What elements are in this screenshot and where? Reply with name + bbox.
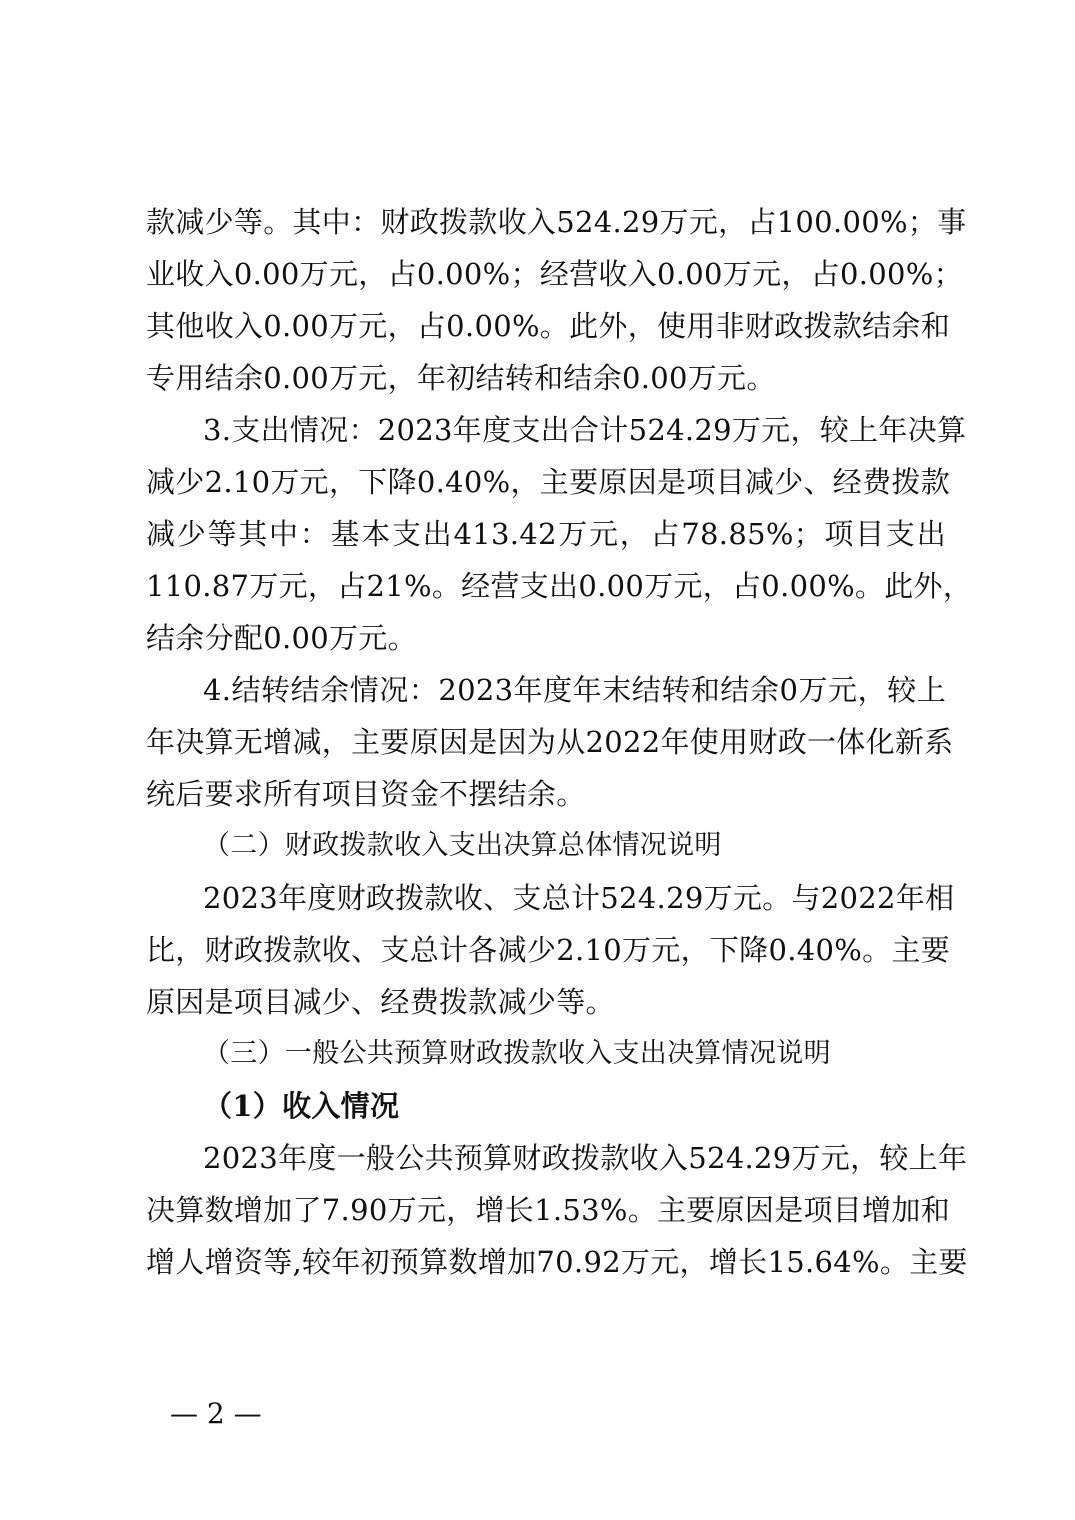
paragraph-line: 业收入0.00万元，占0.00%；经营收入0.00万元，占0.00%； <box>146 257 963 291</box>
paragraph-line: 比，财政拨款收、支总计各减少2.10万元，下降0.40%。主要 <box>146 933 950 967</box>
paragraph-line: 减少等其中：基本支出413.42万元，占78.85%；项目支出 <box>146 517 946 551</box>
section-heading-2: （二）财政拨款收入支出决算总体情况说明 <box>203 830 722 861</box>
paragraph-line: 决算数增加了7.90万元，增长1.53%。主要原因是项目增加和 <box>146 1193 950 1227</box>
paragraph-line: 年决算无增减，主要原因是因为从2022年使用财政一体化新系 <box>146 725 954 759</box>
paragraph-line: 结余分配0.00万元。 <box>146 621 417 655</box>
paragraph-line: 2023年度财政拨款收、支总计524.29万元。与2022年相 <box>203 881 955 915</box>
paragraph-line: 减少2.10万元，下降0.40%，主要原因是项目减少、经费拨款 <box>146 465 950 499</box>
page-number: — 2 — <box>170 1397 262 1430</box>
paragraph-line: 款减少等。其中：财政拨款收入524.29万元，占100.00%；事 <box>146 205 967 239</box>
paragraph-line: 110.87万元，占21%。经营支出0.00万元，占0.00%。此外， <box>146 569 973 603</box>
paragraph-line: 2023年度一般公共预算财政拨款收入524.29万元，较上年 <box>203 1141 968 1175</box>
section-heading-3: （三）一般公共预算财政拨款收入支出决算情况说明 <box>203 1038 831 1069</box>
section-heading-expenditure: 3.支出情况：2023年度支出合计524.29万元，较上年决算 <box>203 413 967 447</box>
paragraph-line: 专用结余0.00万元，年初结转和结余0.00万元。 <box>146 361 776 395</box>
paragraph-line: 统后要求所有项目资金不摆结余。 <box>146 777 586 811</box>
paragraph-line: 原因是项目减少、经费拨款减少等。 <box>146 985 615 1019</box>
paragraph-line: 其他收入0.00万元，占0.00%。此外，使用非财政拨款结余和 <box>146 309 950 343</box>
subsection-heading-income: （1）收入情况 <box>203 1089 400 1123</box>
section-heading-carryover: 4.结转结余情况：2023年度年末结转和结余0万元，较上 <box>203 673 946 707</box>
paragraph-line: 增人增资等,较年初预算数增加70.92万元，增长15.64%。主要 <box>146 1245 968 1279</box>
